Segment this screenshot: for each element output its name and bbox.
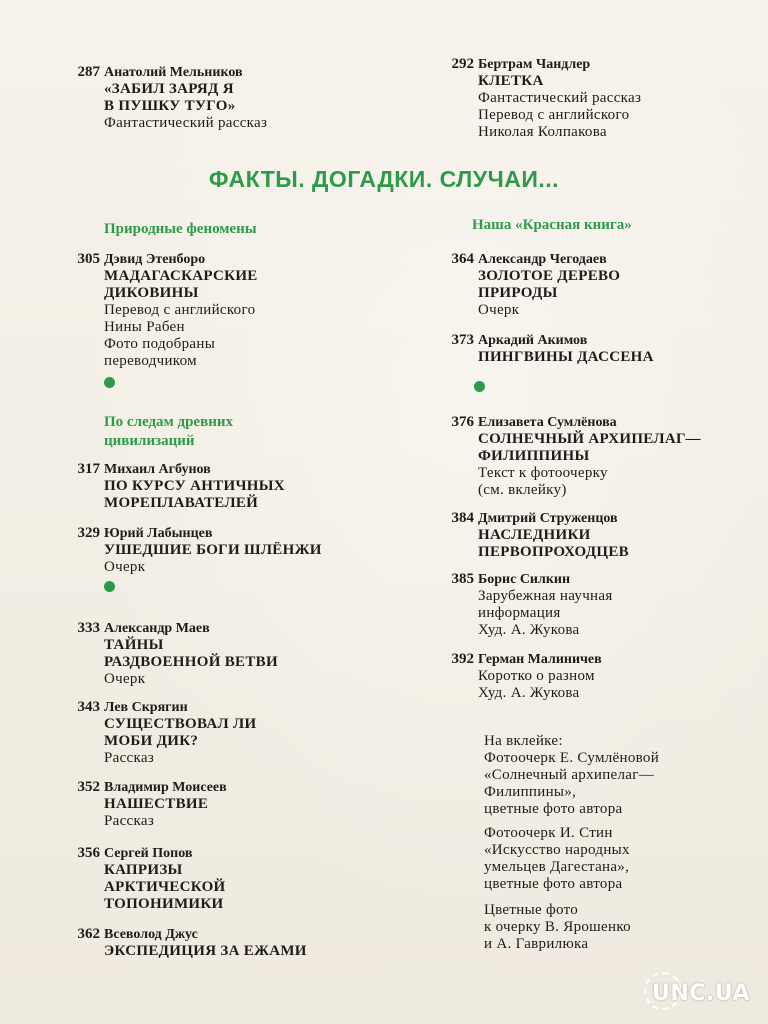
title-line: ТОПОНИМИКИ [104,896,224,912]
title-line: ПО КУРСУ АНТИЧНЫХ [104,478,285,494]
title-line: ПРИРОДЫ [478,285,558,301]
author: Елизавета Сумлёнова [478,415,617,430]
section-label: Наша «Красная книга» [472,217,632,233]
title-line: ДИКОВИНЫ [104,285,199,301]
author: Дэвид Этенборо [104,252,206,267]
title-line: НАШЕСТВИЕ [104,796,209,812]
note: Очерк [478,302,520,318]
note: Зарубежная научная [478,588,613,604]
page-number: 364 [451,251,474,267]
note: Худ. А. Жукова [478,622,580,638]
note: Николая Колпакова [478,124,607,140]
title-line: МАДАГАСКАРСКИЕ [104,268,258,284]
title-line: ТАЙНЫ [104,637,164,653]
title-line: ПИНГВИНЫ ДАССЕНА [478,349,654,365]
page-number: 356 [77,845,100,861]
author: Анатолий Мельников [104,65,243,80]
note: Худ. А. Жукова [478,685,580,701]
page-number: 384 [451,510,474,526]
note: Фантастический рассказ [478,90,642,106]
title-line: НАСЛЕДНИКИ [478,527,591,543]
insert-line: к очерку В. Ярошенко [484,919,631,935]
title-line: КАПРИЗЫ [104,862,183,878]
insert-notes [484,733,744,963]
bullet-dot-icon [104,581,115,592]
insert-line: Цветные фото [484,902,579,918]
note: Очерк [104,671,146,687]
title-line: УШЕДШИЕ БОГИ ШЛЁНЖИ [104,542,322,558]
note: Нины Рабен [104,319,185,335]
title-line: В ПУШКУ ТУГО» [104,98,236,114]
title-line: РАЗДВОЕННОЙ ВЕТВИ [104,654,278,670]
page-number: 362 [77,926,100,942]
note: Фото подобраны [104,336,216,352]
title-line: «ЗАБИЛ ЗАРЯД Я [104,81,234,97]
page-number: 329 [77,525,100,541]
page-number: 376 [451,414,474,430]
author: Борис Силкин [478,572,571,587]
section-label-line: цивилизаций [104,433,195,449]
title-line: СОЛНЕЧНЫЙ АРХИПЕЛАГ— [478,431,701,447]
note: Рассказ [104,750,155,766]
insert-line: Фотоочерк И. Стин [484,825,613,841]
title-line: КЛЕТКА [478,73,544,89]
entry-287 [62,64,392,144]
title-line: МОРЕПЛАВАТЕЛЕЙ [104,495,259,511]
author: Александр Чегодаев [478,252,607,267]
insert-line: На вклейке: [484,733,563,749]
page-number: 343 [77,699,100,715]
insert-line: Фотоочерк Е. Сумлёновой [484,750,660,766]
note: Коротко о разном [478,668,595,684]
section-label-line: По следам древних [104,414,233,430]
title-line: АРКТИЧЕСКОЙ [104,879,226,895]
title-line: ФИЛИППИНЫ [478,448,590,464]
note: (см. вклейку) [478,482,567,498]
insert-line: Филиппины», [484,784,577,800]
right-column [436,251,736,721]
insert-line: и А. Гаврилюка [484,936,589,952]
title-line: ЭКСПЕДИЦИЯ ЗА ЕЖАМИ [104,943,307,959]
insert-line: цветные фото автора [484,801,623,817]
author: Сергей Попов [104,846,193,861]
title-line: ПЕРВОПРОХОДЦЕВ [478,544,629,560]
bullet-dot-icon [104,377,115,388]
author: Дмитрий Струженцов [478,511,618,526]
page-number: 287 [77,64,100,80]
entry-292 [436,56,736,146]
title-line: МОБИ ДИК? [104,733,199,749]
note: Текст к фотоочерку [478,465,608,481]
note: Перевод с английского [104,302,256,318]
author: Михаил Агбунов [104,462,211,477]
page-number: 385 [451,571,474,587]
insert-block [484,733,744,818]
section-label: Природные феномены [104,221,257,237]
insert-line: «Солнечный архипелаг— [484,767,654,783]
page-number: 352 [77,779,100,795]
watermark: UNC.UA [652,981,750,1006]
author: Всеволод Джус [104,927,198,942]
author: Лев Скрягин [104,700,188,715]
note: Фантастический рассказ [104,115,268,131]
insert-line: умельцев Дагестана», [484,859,630,875]
note: Рассказ [104,813,155,829]
author: Герман Малиничев [478,652,602,667]
bullet-dot-icon [474,381,485,392]
note: Перевод с английского [478,107,630,123]
insert-block [484,902,744,953]
insert-line: «Искусство народных [484,842,630,858]
author: Аркадий Акимов [478,333,588,348]
page-number: 333 [77,620,100,636]
page-number: 392 [451,651,474,667]
author: Владимир Моисеев [104,780,227,795]
insert-block [484,825,744,893]
author: Юрий Лабынцев [104,526,213,541]
page-number: 292 [451,56,474,72]
section-heading: ФАКТЫ. ДОГАДКИ. СЛУЧАИ... [208,166,560,192]
note: информация [478,605,561,621]
page-number: 373 [451,332,474,348]
page-number: 305 [77,251,100,267]
left-column [62,251,392,1011]
author: Бертрам Чандлер [478,57,591,72]
page-number: 317 [77,461,100,477]
note: переводчиком [104,353,197,369]
note: Очерк [104,559,146,575]
title-line: СУЩЕСТВОВАЛ ЛИ [104,716,257,732]
author: Александр Маев [104,621,210,636]
insert-line: цветные фото автора [484,876,623,892]
title-line: ЗОЛОТОЕ ДЕРЕВО [478,268,621,284]
